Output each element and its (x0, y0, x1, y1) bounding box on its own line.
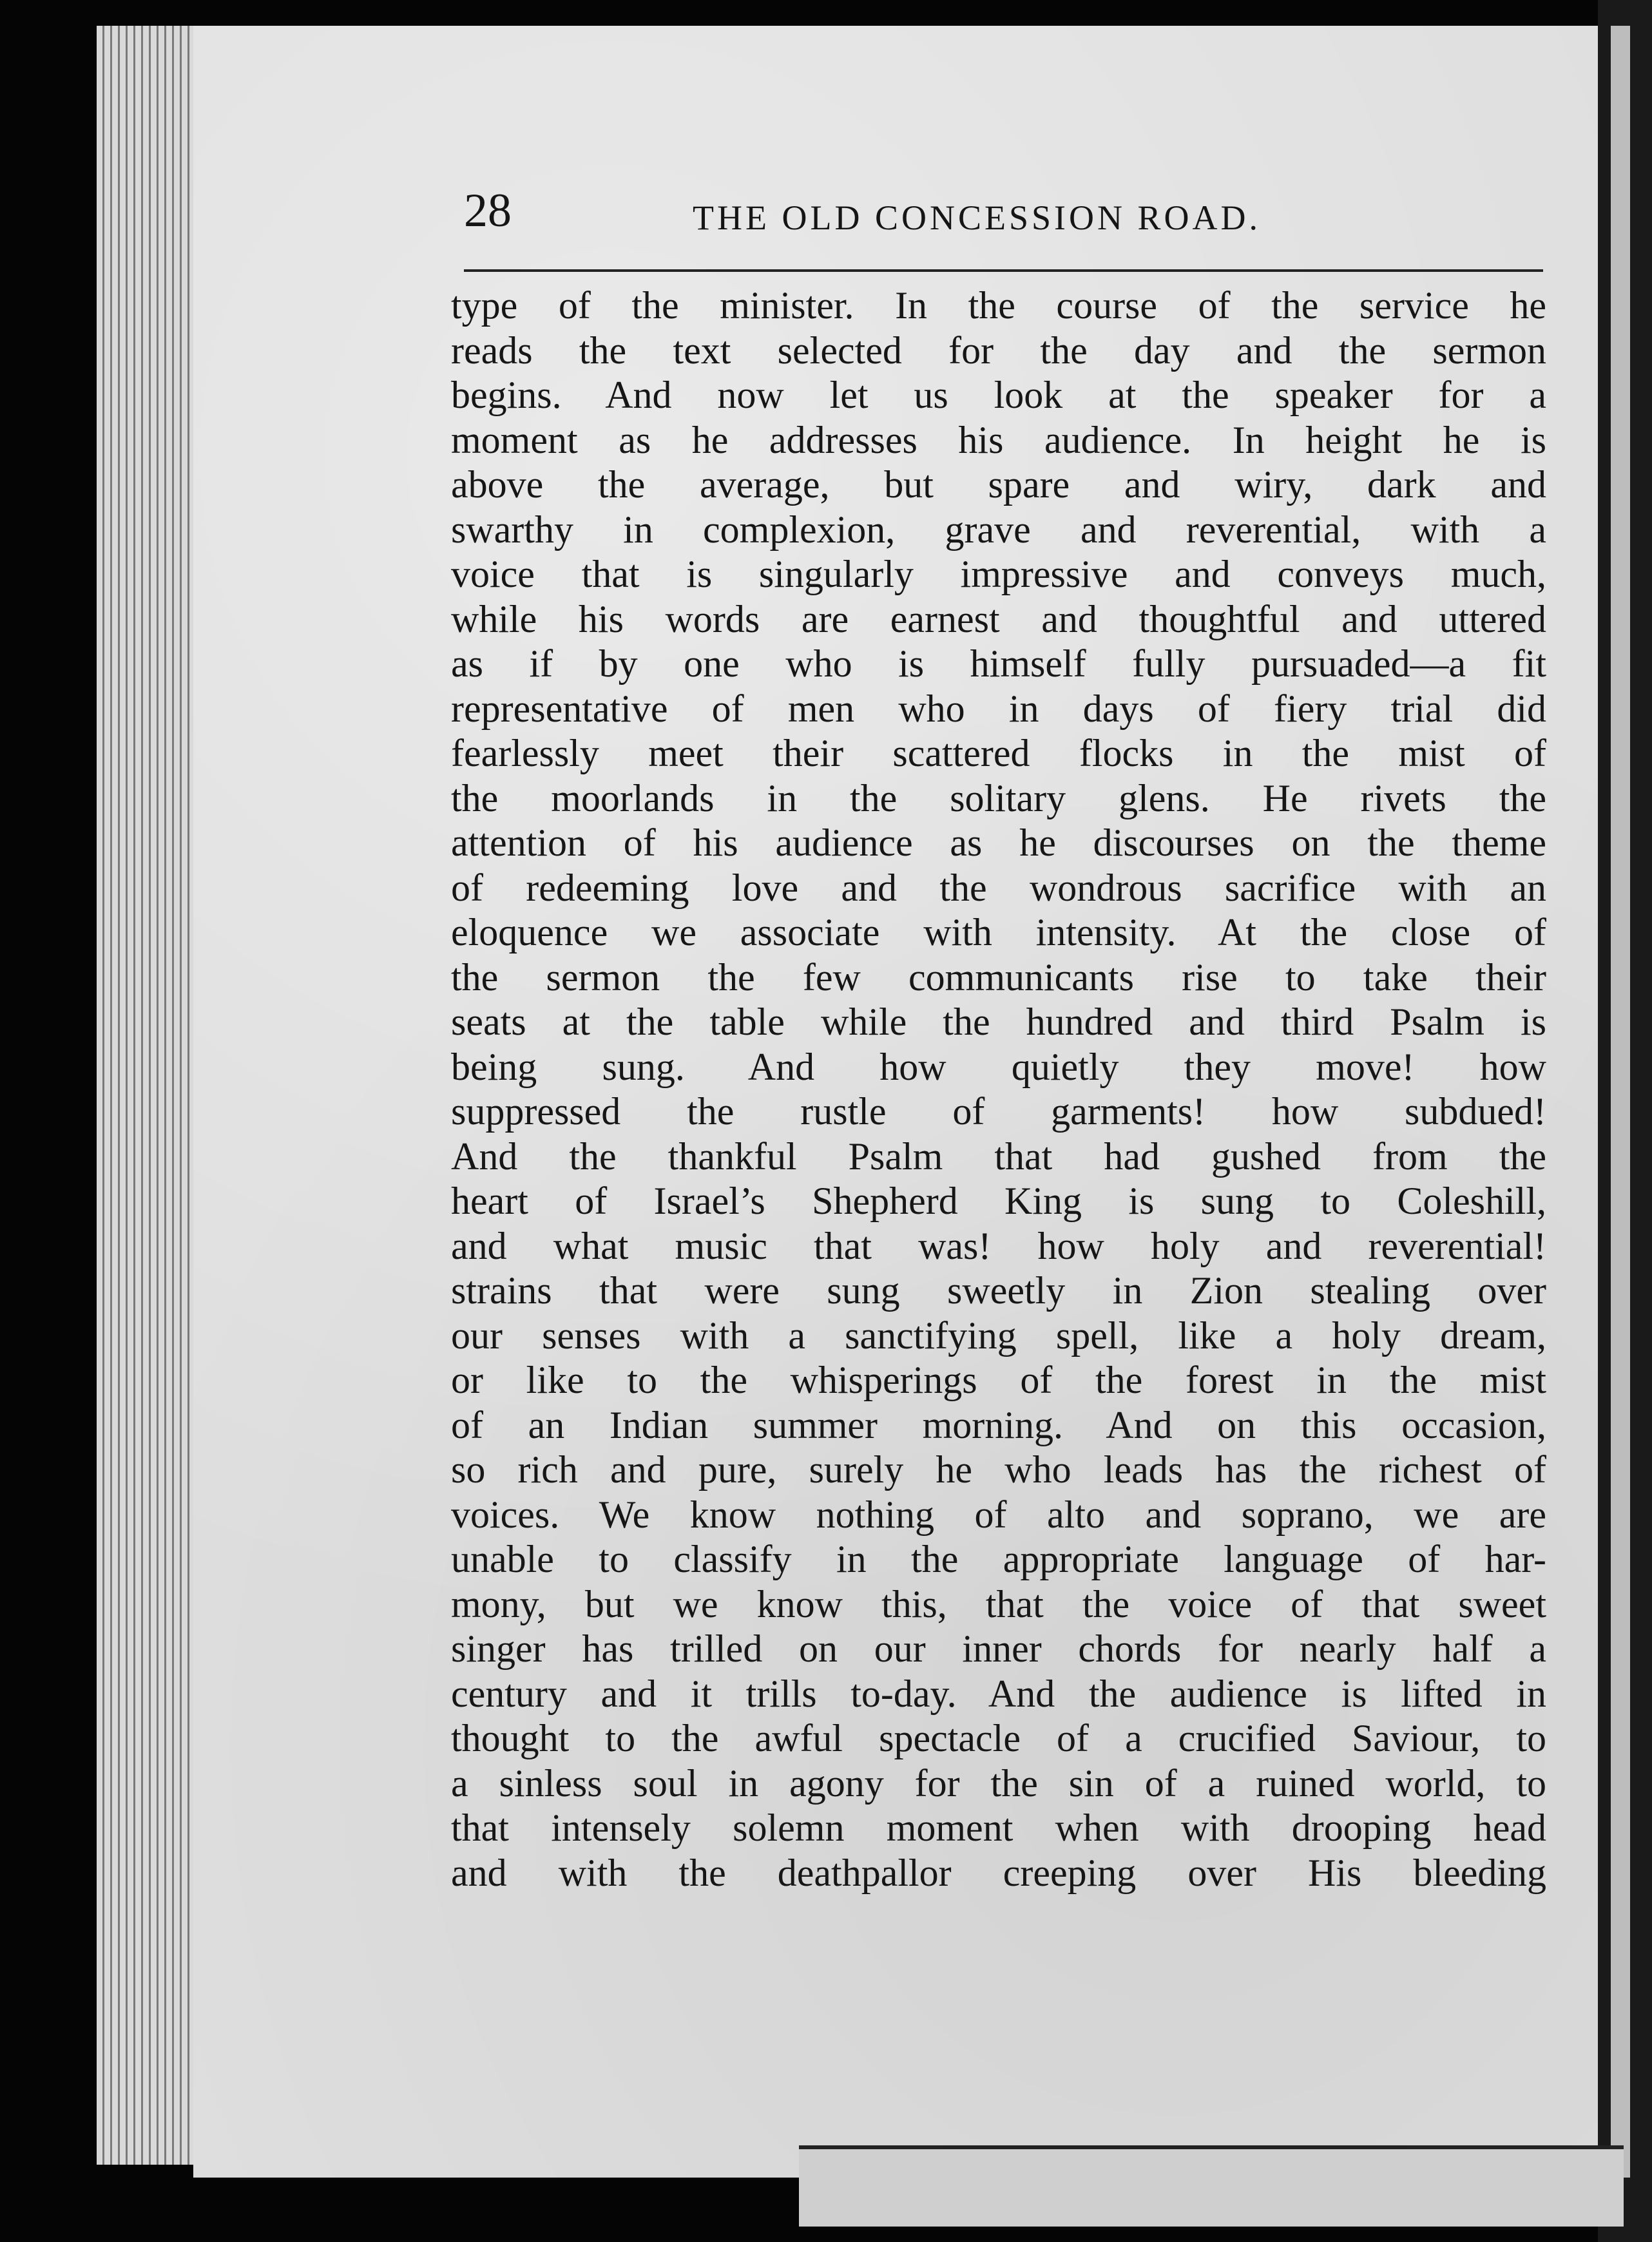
text-line: voices. We know nothing of alto and soprano, we are (451, 1493, 1546, 1536)
running-head (464, 184, 1546, 254)
text-line: seats at the table while the hundred and third Psalm is (451, 1001, 1546, 1043)
text-line: fearlessly meet their scattered flocks in the mist of (451, 732, 1546, 774)
text-line: mony, but we know this, that the voice of that sweet (451, 1582, 1546, 1625)
text-line: or like to the whisperings of the forest in the mist (451, 1359, 1546, 1401)
text-line: while his words are earnest and thoughtful and uttered (451, 597, 1546, 640)
text-line: century and it trills to-day. And the audience is lifted in (451, 1672, 1546, 1715)
text-line: singer has trilled on our inner chords for nearly half a (451, 1627, 1546, 1670)
text-line: our senses with a sanctifying spell, like a holy dream, (451, 1314, 1546, 1357)
text-line: of an Indian summer morning. And on this occasion, (451, 1403, 1546, 1446)
text-line: representative of men who in days of fiery trial did (451, 687, 1546, 730)
text-line: begins. And now let us look at the speaker for a (451, 374, 1546, 416)
header-rule (464, 269, 1543, 272)
text-line: strains that were sung sweetly in Zion stealing over (451, 1269, 1546, 1312)
text-line: of redeeming love and the wondrous sacrifice with an (451, 866, 1546, 909)
text-line: suppressed the rustle of garments! how subdued! (451, 1090, 1546, 1133)
text-line: the moorlands in the solitary glens. He rivets the (451, 776, 1546, 819)
page-number: 28 (464, 184, 512, 237)
page-bottom-curl (799, 2145, 1624, 2227)
text-line: unable to classify in the appropriate language of har- (451, 1538, 1546, 1580)
text-line: reads the text selected for the day and the sermon (451, 329, 1546, 372)
text-line: And the thankful Psalm that had gushed from the (451, 1135, 1546, 1178)
text-line: as if by one who is himself fully pursuaded—a fit (451, 642, 1546, 685)
running-title: THE OLD CONCESSION ROAD. (693, 198, 1262, 237)
text-line: thought to the awful spectacle of a crucified Saviour, to (451, 1717, 1546, 1759)
text-line: and what music that was! how holy and reverential! (451, 1224, 1546, 1267)
next-page-edge (1611, 26, 1630, 2178)
text-line: that intensely solemn moment when with drooping head (451, 1806, 1546, 1849)
text-line: swarthy in complexion, grave and reverential, with a (451, 508, 1546, 551)
text-line: the sermon the few communicants rise to take their (451, 955, 1546, 999)
text-line: heart of Israel’s Shepherd King is sung to Coleshill, (451, 1180, 1546, 1222)
text-line: type of the minister. In the course of the service he (451, 284, 1546, 327)
body-text (451, 283, 1546, 1895)
text-line: above the average, but spare and wiry, dark and (451, 463, 1546, 506)
text-line: and with the deathpallor creeping over His bleeding (451, 1851, 1546, 1894)
text-line: being sung. And how quietly they move! how (451, 1045, 1546, 1088)
text-line: eloquence we associate with intensity. At the close of (451, 911, 1546, 953)
text-line: voice that is singularly impressive and conveys much, (451, 553, 1546, 595)
text-line: moment as he addresses his audience. In height he is (451, 418, 1546, 461)
text-line: so rich and pure, surely he who leads has the richest of (451, 1448, 1546, 1491)
text-line: a sinless soul in agony for the sin of a ruined world, to (451, 1761, 1546, 1805)
text-line: attention of his audience as he discourses on the theme (451, 821, 1546, 864)
